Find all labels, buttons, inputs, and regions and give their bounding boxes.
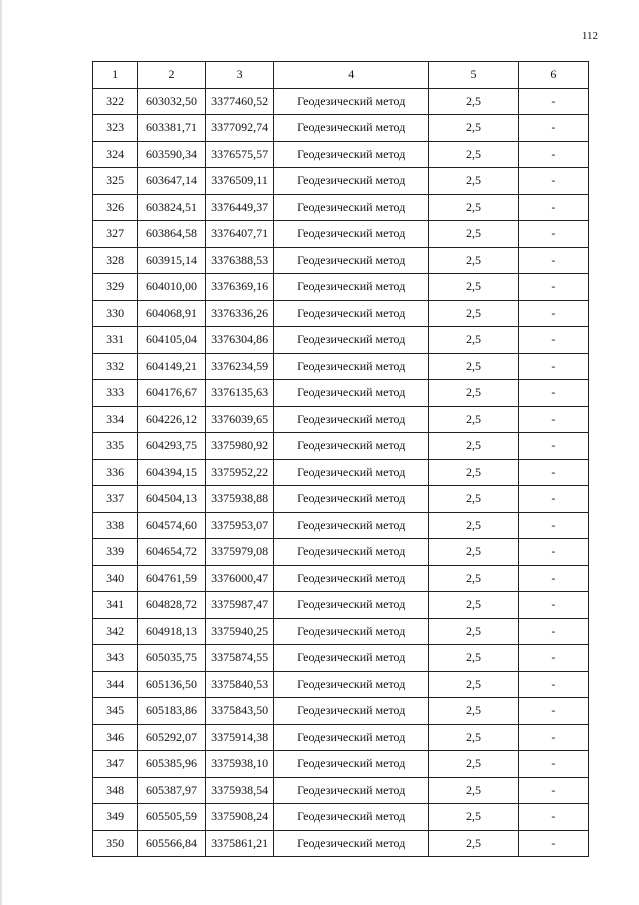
cell-y-coordinate: 3375953,07	[205, 512, 274, 539]
cell-point-number: 331	[93, 327, 138, 354]
cell-y-coordinate: 3376336,26	[205, 300, 274, 327]
cell-y-coordinate: 3375861,21	[205, 830, 274, 857]
cell-method: Геодезический метод	[274, 486, 429, 513]
cell-point-number: 332	[93, 353, 138, 380]
cell-note: -	[518, 618, 588, 645]
cell-accuracy: 2,5	[429, 565, 519, 592]
cell-y-coordinate: 3376304,86	[205, 327, 274, 354]
cell-note: -	[518, 539, 588, 566]
cell-x-coordinate: 605136,50	[138, 671, 206, 698]
table-row	[93, 512, 589, 539]
cell-accuracy: 2,5	[429, 168, 519, 195]
cell-accuracy: 2,5	[429, 88, 519, 115]
cell-method: Геодезический метод	[274, 221, 429, 248]
cell-x-coordinate: 603590,34	[138, 141, 206, 168]
cell-note: -	[518, 353, 588, 380]
cell-x-coordinate: 605035,75	[138, 645, 206, 672]
cell-x-coordinate: 603824,51	[138, 194, 206, 221]
cell-point-number: 345	[93, 698, 138, 725]
table-row	[93, 141, 589, 168]
cell-x-coordinate: 604654,72	[138, 539, 206, 566]
cell-note: -	[518, 380, 588, 407]
cell-note: -	[518, 592, 588, 619]
cell-y-coordinate: 3376388,53	[205, 247, 274, 274]
cell-y-coordinate: 3375938,54	[205, 777, 274, 804]
cell-method: Геодезический метод	[274, 406, 429, 433]
cell-y-coordinate: 3375840,53	[205, 671, 274, 698]
cell-y-coordinate: 3376234,59	[205, 353, 274, 380]
cell-y-coordinate: 3376135,63	[205, 380, 274, 407]
cell-accuracy: 2,5	[429, 751, 519, 778]
cell-x-coordinate: 604010,00	[138, 274, 206, 301]
cell-y-coordinate: 3375914,38	[205, 724, 274, 751]
cell-accuracy: 2,5	[429, 618, 519, 645]
cell-accuracy: 2,5	[429, 592, 519, 619]
cell-point-number: 339	[93, 539, 138, 566]
table-row	[93, 115, 589, 142]
cell-note: -	[518, 777, 588, 804]
table-row	[93, 592, 589, 619]
table-row	[93, 830, 589, 857]
cell-y-coordinate: 3375843,50	[205, 698, 274, 725]
cell-method: Геодезический метод	[274, 115, 429, 142]
cell-x-coordinate: 604226,12	[138, 406, 206, 433]
table-row	[93, 88, 589, 115]
header-col-5: 5	[429, 62, 519, 89]
cell-accuracy: 2,5	[429, 221, 519, 248]
cell-x-coordinate: 605292,07	[138, 724, 206, 751]
table-row	[93, 565, 589, 592]
cell-accuracy: 2,5	[429, 804, 519, 831]
cell-y-coordinate: 3375952,22	[205, 459, 274, 486]
cell-x-coordinate: 605387,97	[138, 777, 206, 804]
cell-point-number: 350	[93, 830, 138, 857]
scan-edge-shadow	[0, 0, 3, 905]
cell-accuracy: 2,5	[429, 406, 519, 433]
cell-x-coordinate: 604394,15	[138, 459, 206, 486]
cell-point-number: 334	[93, 406, 138, 433]
table-row	[93, 751, 589, 778]
cell-y-coordinate: 3376449,37	[205, 194, 274, 221]
cell-point-number: 337	[93, 486, 138, 513]
cell-method: Геодезический метод	[274, 168, 429, 195]
cell-method: Геодезический метод	[274, 592, 429, 619]
cell-method: Геодезический метод	[274, 698, 429, 725]
cell-accuracy: 2,5	[429, 698, 519, 725]
cell-note: -	[518, 88, 588, 115]
cell-method: Геодезический метод	[274, 645, 429, 672]
cell-point-number: 343	[93, 645, 138, 672]
cell-point-number: 336	[93, 459, 138, 486]
cell-point-number: 346	[93, 724, 138, 751]
cell-note: -	[518, 645, 588, 672]
cell-point-number: 326	[93, 194, 138, 221]
cell-point-number: 327	[93, 221, 138, 248]
table-row	[93, 353, 589, 380]
cell-y-coordinate: 3375980,92	[205, 433, 274, 460]
cell-x-coordinate: 605183,86	[138, 698, 206, 725]
cell-y-coordinate: 3375874,55	[205, 645, 274, 672]
cell-method: Геодезический метод	[274, 830, 429, 857]
table-row	[93, 300, 589, 327]
cell-accuracy: 2,5	[429, 115, 519, 142]
cell-method: Геодезический метод	[274, 724, 429, 751]
cell-accuracy: 2,5	[429, 433, 519, 460]
cell-note: -	[518, 433, 588, 460]
cell-accuracy: 2,5	[429, 327, 519, 354]
cell-accuracy: 2,5	[429, 141, 519, 168]
cell-note: -	[518, 115, 588, 142]
header-col-1: 1	[93, 62, 138, 89]
cell-note: -	[518, 804, 588, 831]
cell-method: Геодезический метод	[274, 353, 429, 380]
cell-y-coordinate: 3376039,65	[205, 406, 274, 433]
cell-note: -	[518, 194, 588, 221]
cell-accuracy: 2,5	[429, 830, 519, 857]
cell-x-coordinate: 604149,21	[138, 353, 206, 380]
cell-accuracy: 2,5	[429, 539, 519, 566]
cell-method: Геодезический метод	[274, 88, 429, 115]
cell-note: -	[518, 221, 588, 248]
cell-accuracy: 2,5	[429, 353, 519, 380]
cell-x-coordinate: 603032,50	[138, 88, 206, 115]
cell-note: -	[518, 274, 588, 301]
cell-y-coordinate: 3376575,57	[205, 141, 274, 168]
cell-accuracy: 2,5	[429, 194, 519, 221]
cell-note: -	[518, 751, 588, 778]
table-row	[93, 433, 589, 460]
table-row	[93, 645, 589, 672]
table-row	[93, 168, 589, 195]
cell-y-coordinate: 3375908,24	[205, 804, 274, 831]
cell-x-coordinate: 604918,13	[138, 618, 206, 645]
cell-note: -	[518, 141, 588, 168]
table-row	[93, 671, 589, 698]
cell-note: -	[518, 247, 588, 274]
cell-method: Геодезический метод	[274, 539, 429, 566]
cell-point-number: 323	[93, 115, 138, 142]
coordinates-table	[92, 61, 589, 857]
cell-point-number: 322	[93, 88, 138, 115]
table-row	[93, 194, 589, 221]
cell-method: Геодезический метод	[274, 141, 429, 168]
cell-point-number: 347	[93, 751, 138, 778]
cell-accuracy: 2,5	[429, 247, 519, 274]
table-row	[93, 274, 589, 301]
cell-method: Геодезический метод	[274, 804, 429, 831]
cell-method: Геодезический метод	[274, 247, 429, 274]
cell-note: -	[518, 300, 588, 327]
cell-x-coordinate: 604828,72	[138, 592, 206, 619]
cell-method: Геодезический метод	[274, 751, 429, 778]
table-row	[93, 777, 589, 804]
cell-x-coordinate: 604068,91	[138, 300, 206, 327]
cell-x-coordinate: 604574,60	[138, 512, 206, 539]
table-row	[93, 459, 589, 486]
cell-accuracy: 2,5	[429, 380, 519, 407]
cell-y-coordinate: 3376369,16	[205, 274, 274, 301]
cell-point-number: 333	[93, 380, 138, 407]
table-row	[93, 698, 589, 725]
cell-method: Геодезический метод	[274, 777, 429, 804]
cell-method: Геодезический метод	[274, 618, 429, 645]
cell-note: -	[518, 406, 588, 433]
cell-point-number: 328	[93, 247, 138, 274]
cell-x-coordinate: 604105,04	[138, 327, 206, 354]
cell-method: Геодезический метод	[274, 380, 429, 407]
cell-y-coordinate: 3376000,47	[205, 565, 274, 592]
cell-x-coordinate: 604176,67	[138, 380, 206, 407]
cell-point-number: 342	[93, 618, 138, 645]
cell-note: -	[518, 327, 588, 354]
cell-note: -	[518, 565, 588, 592]
cell-accuracy: 2,5	[429, 724, 519, 751]
page-number: 112	[581, 30, 598, 42]
cell-point-number: 325	[93, 168, 138, 195]
cell-note: -	[518, 459, 588, 486]
cell-y-coordinate: 3375987,47	[205, 592, 274, 619]
cell-point-number: 340	[93, 565, 138, 592]
table-row	[93, 406, 589, 433]
cell-method: Геодезический метод	[274, 194, 429, 221]
cell-note: -	[518, 671, 588, 698]
cell-x-coordinate: 604761,59	[138, 565, 206, 592]
cell-x-coordinate: 605505,59	[138, 804, 206, 831]
cell-note: -	[518, 698, 588, 725]
header-col-6: 6	[518, 62, 588, 89]
cell-method: Геодезический метод	[274, 274, 429, 301]
header-row	[93, 62, 589, 89]
cell-y-coordinate: 3375940,25	[205, 618, 274, 645]
cell-x-coordinate: 603864,58	[138, 221, 206, 248]
cell-x-coordinate: 604504,13	[138, 486, 206, 513]
table-row	[93, 618, 589, 645]
cell-point-number: 341	[93, 592, 138, 619]
cell-x-coordinate: 605566,84	[138, 830, 206, 857]
cell-note: -	[518, 724, 588, 751]
cell-accuracy: 2,5	[429, 645, 519, 672]
cell-point-number: 348	[93, 777, 138, 804]
table-body	[93, 88, 589, 857]
cell-x-coordinate: 604293,75	[138, 433, 206, 460]
cell-method: Геодезический метод	[274, 512, 429, 539]
cell-point-number: 349	[93, 804, 138, 831]
cell-y-coordinate: 3375938,88	[205, 486, 274, 513]
cell-x-coordinate: 603647,14	[138, 168, 206, 195]
cell-method: Геодезический метод	[274, 433, 429, 460]
cell-point-number: 344	[93, 671, 138, 698]
header-col-3: 3	[205, 62, 274, 89]
cell-point-number: 324	[93, 141, 138, 168]
table-header	[93, 62, 589, 89]
cell-accuracy: 2,5	[429, 300, 519, 327]
cell-accuracy: 2,5	[429, 274, 519, 301]
cell-x-coordinate: 603915,14	[138, 247, 206, 274]
cell-y-coordinate: 3377092,74	[205, 115, 274, 142]
table-row	[93, 327, 589, 354]
cell-x-coordinate: 603381,71	[138, 115, 206, 142]
cell-method: Геодезический метод	[274, 459, 429, 486]
table-row	[93, 724, 589, 751]
cell-note: -	[518, 486, 588, 513]
cell-note: -	[518, 830, 588, 857]
cell-note: -	[518, 168, 588, 195]
table-row	[93, 380, 589, 407]
table-row	[93, 486, 589, 513]
table-row	[93, 247, 589, 274]
cell-accuracy: 2,5	[429, 671, 519, 698]
cell-point-number: 330	[93, 300, 138, 327]
header-col-4: 4	[274, 62, 429, 89]
cell-method: Геодезический метод	[274, 327, 429, 354]
cell-point-number: 338	[93, 512, 138, 539]
table-row	[93, 539, 589, 566]
cell-point-number: 329	[93, 274, 138, 301]
cell-y-coordinate: 3375938,10	[205, 751, 274, 778]
cell-y-coordinate: 3376407,71	[205, 221, 274, 248]
cell-accuracy: 2,5	[429, 512, 519, 539]
cell-accuracy: 2,5	[429, 486, 519, 513]
cell-y-coordinate: 3376509,11	[205, 168, 274, 195]
cell-point-number: 335	[93, 433, 138, 460]
cell-method: Геодезический метод	[274, 565, 429, 592]
cell-accuracy: 2,5	[429, 459, 519, 486]
cell-y-coordinate: 3377460,52	[205, 88, 274, 115]
cell-x-coordinate: 605385,96	[138, 751, 206, 778]
cell-accuracy: 2,5	[429, 777, 519, 804]
table-row	[93, 804, 589, 831]
cell-method: Геодезический метод	[274, 300, 429, 327]
header-col-2: 2	[138, 62, 206, 89]
cell-y-coordinate: 3375979,08	[205, 539, 274, 566]
cell-note: -	[518, 512, 588, 539]
table-row	[93, 221, 589, 248]
cell-method: Геодезический метод	[274, 671, 429, 698]
